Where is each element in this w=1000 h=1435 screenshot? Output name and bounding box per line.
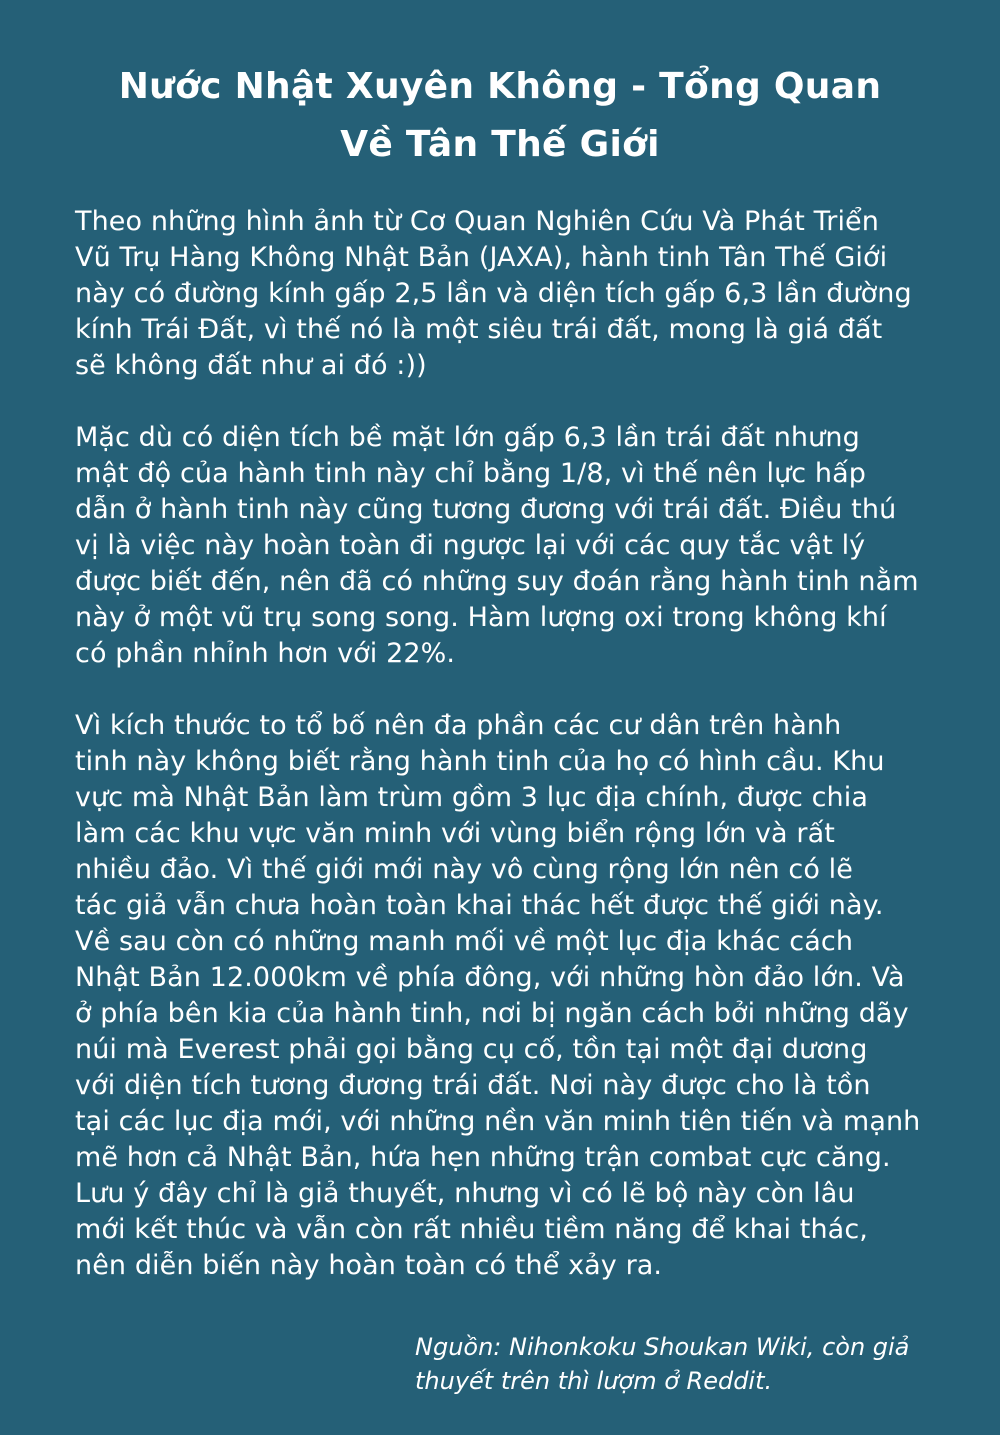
paragraph-3-line: làm các khu vực văn minh với vùng biển rộng lớn và rất: [75, 818, 835, 849]
paragraph-2-line: có phần nhỉnh hơn với 22%.: [75, 638, 456, 669]
paragraph-1-line: Vũ Trụ Hàng Không Nhật Bản (JAXA), hành tinh Tân Thế Giới: [75, 242, 888, 273]
paragraph-2-line: này ở một vũ trụ song song. Hàm lượng oxi trong không khí: [75, 602, 887, 633]
paragraph-2-line: dẫn ở hành tinh này cũng tương đương với trái đất. Điều thú: [75, 494, 897, 525]
title-line-2: Về Tân Thế Giới: [340, 124, 660, 165]
paragraph-3-line: núi mà Everest phải gọi bằng cụ cố, tồn tại một đại dương: [75, 1034, 868, 1065]
paragraph-3-line: ở phía bên kia của hành tinh, nơi bị ngăn cách bởi những dãy: [75, 998, 909, 1029]
paragraph-3-line: Lưu ý đây chỉ là giả thuyết, nhưng vì có lẽ bộ này còn lâu: [75, 1178, 855, 1209]
paragraph-3-line: Vì kích thước to tổ bố nên đa phần các cư dân trên hành: [75, 710, 842, 741]
paragraph-3-line: với diện tích tương đương trái đất. Nơi này được cho là tồn: [75, 1070, 871, 1101]
source-line-1: Nguồn: Nihonkoku Shoukan Wiki, còn giả: [415, 1333, 910, 1361]
paragraph-3-line: mẽ hơn cả Nhật Bản, hứa hẹn những trận combat cực căng.: [75, 1142, 891, 1173]
paragraph-1-line: Theo những hình ảnh từ Cơ Quan Nghiên Cứu Và Phát Triển: [75, 206, 879, 237]
paragraph-1-line: này có đường kính gấp 2,5 lần và diện tích gấp 6,3 lần đường: [75, 278, 912, 309]
paragraph-2-line: được biết đến, nên đã có những suy đoán rằng hành tinh nằm: [75, 566, 919, 597]
paragraph-3-line: tác giả vẫn chưa hoàn toàn khai thác hết được thế giới này.: [75, 890, 884, 921]
article-body: [75, 204, 945, 1284]
source-note: [415, 1330, 955, 1398]
paragraph-1-line: sẽ không đất như ai đó :)): [75, 350, 427, 381]
paragraph-2-line: vị là việc này hoàn toàn đi ngược lại với các quy tắc vật lý: [75, 530, 866, 561]
paragraph-2: [75, 420, 945, 672]
paragraph-3-line: tại các lục địa mới, với những nền văn minh tiên tiến và mạnh: [75, 1106, 921, 1137]
paragraph-1-line: kính Trái Đất, vì thế nó là một siêu trái đất, mong là giá đất: [75, 314, 883, 345]
page-title: [0, 58, 1000, 174]
paragraph-3-line: tinh này không biết rằng hành tinh của họ có hình cầu. Khu: [75, 746, 885, 777]
paragraph-3-line: nhiều đảo. Vì thế giới mới này vô cùng rộng lớn nên có lẽ: [75, 854, 853, 885]
paragraph-3-line: vực mà Nhật Bản làm trùm gồm 3 lục địa chính, được chia: [75, 782, 869, 813]
title-line-1: Nước Nhật Xuyên Không - Tổng Quan: [118, 66, 882, 107]
paragraph-3-line: mới kết thúc và vẫn còn rất nhiều tiềm năng để khai thác,: [75, 1214, 868, 1245]
paragraph-2-line: Mặc dù có diện tích bề mặt lớn gấp 6,3 lần trái đất nhưng: [75, 422, 860, 453]
paragraph-3-line: Nhật Bản 12.000km về phía đông, với những hòn đảo lớn. Và: [75, 962, 905, 993]
paragraph-1: [75, 204, 945, 384]
paragraph-2-line: mật độ của hành tinh này chỉ bằng 1/8, vì thế nên lực hấp: [75, 458, 867, 489]
source-line-2: thuyết trên thì lượm ở Reddit.: [415, 1367, 773, 1395]
paragraph-3-line: nên diễn biến này hoàn toàn có thể xảy ra.: [75, 1250, 663, 1281]
paragraph-3: [75, 708, 945, 1284]
paragraph-3-line: Về sau còn có những manh mối về một lục địa khác cách: [75, 926, 854, 957]
